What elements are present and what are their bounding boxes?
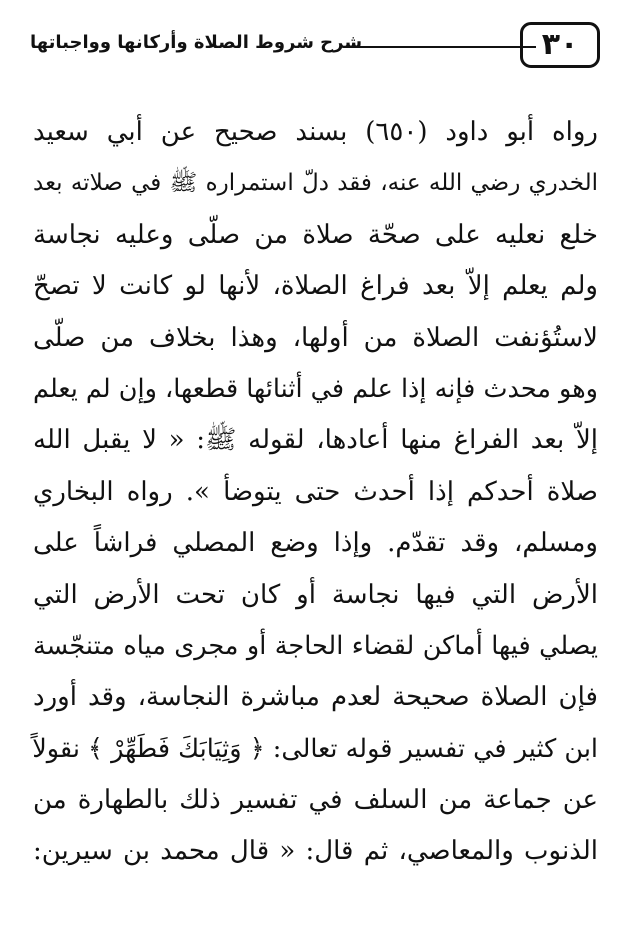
text-line: فإن الصلاة صحيحة لعدم مباشرة النجاسة، وقد أورد	[33, 682, 598, 713]
text-line: صلاة أحدكم إذا أحدث حتى يتوضأ ». رواه البخاري	[33, 476, 598, 507]
header-rule	[346, 46, 536, 48]
text-line: ابن كثير في تفسير قوله تعالى: ﴿ وَثِيَابَكَ فَطَهِّرْ ﴾ نقولاً	[32, 733, 598, 764]
text-line: خلع نعليه على صحّة صلاة من صلّى وعليه نجاسة	[33, 219, 598, 250]
text-line: لاستُؤنفت الصلاة من أولها، وهذا بخلاف من صلّى	[33, 322, 598, 353]
body-text	[33, 107, 598, 878]
text-line: ومسلم، وقد تقدّم. وإذا وضع المصلي فراشاً على	[33, 528, 598, 559]
text-line: عن جماعة من السلف في تفسير ذلك بالطهارة من	[33, 785, 598, 816]
running-title: شرح شروط الصلاة وأركانها وواجباتها	[30, 32, 363, 53]
text-line: يصلي فيها أماكن لقضاء الحاجة أو مجرى مياه متنجّسة	[33, 630, 598, 661]
text-line: إلاّ بعد الفراغ منها أعادها، لقوله ﷺ: « لا يقبل الله	[33, 425, 598, 456]
text-line: وهو محدث فإنه إذا علم في أثنائها قطعها، وإن لم يعلم	[33, 373, 598, 404]
text-line: الذنوب والمعاصي، ثم قال: « قال محمد بن سيرين:	[33, 836, 598, 867]
text-line: الأرض التي فيها نجاسة أو كان تحت الأرض التي	[33, 579, 598, 610]
text-line: رواه أبو داود (٦٥٠) بسند صحيح عن أبي سعيد	[33, 117, 598, 147]
page-header	[30, 22, 600, 72]
text-line: الخدري رضي الله عنه، فقد دلّ استمراره ﷺ في صلاته بعد	[33, 170, 598, 197]
page-number: ٣٠	[520, 22, 600, 68]
text-line: ولم يعلم إلاّ بعد فراغ الصلاة، لأنها لو كانت لا تصحّ	[33, 271, 598, 302]
